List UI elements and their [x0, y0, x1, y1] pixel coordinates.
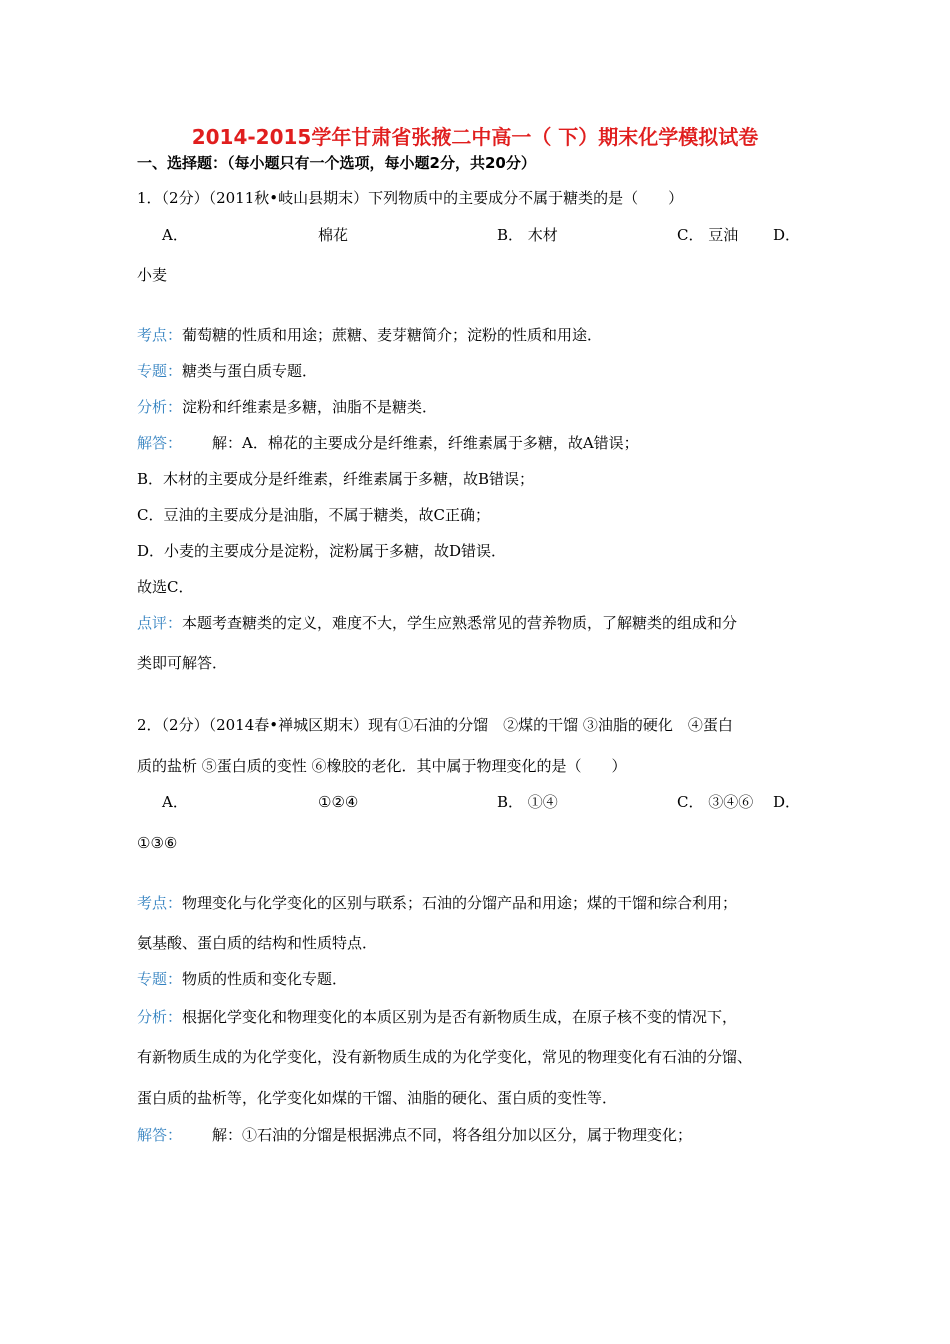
q2-kaodian-text-2: 氨基酸、蛋白质的结构和性质特点．: [137, 934, 378, 952]
q2-fenxi-text-2: 有新物质生成的为化学变化，没有新物质生成的为化学变化，常见的物理变化有石油的分馏、: [137, 1048, 753, 1066]
q2-fenxi-text-1: 根据化学变化和物理变化的本质区别为是否有新物质生成，在原子核不变的情况下，: [182, 1008, 738, 1026]
q2-kaodian: [137, 893, 737, 913]
q1-dianping-text-2: 类即可解答．: [137, 654, 228, 672]
q1-option-d-letter: D．: [773, 226, 801, 244]
q1-dianping-text-1: 本题考查糖类的定义，难度不大，学生应熟悉常见的营养物质，了解糖类的组成和分: [182, 614, 738, 632]
q1-kaodian-text: 葡萄糖的性质和用途；蔗糖、麦芽糖简介；淀粉的性质和用途．: [182, 326, 603, 344]
jieda-label: 解答：: [137, 1126, 183, 1144]
q1-jieda-text-1: 解：A．棉花的主要成分是纤维素，纤维素属于多糖，故A错误；: [212, 434, 639, 452]
q2-jieda: [137, 1125, 692, 1145]
q1-kaodian: [137, 325, 602, 345]
q1-jieda: [137, 433, 639, 453]
q1-jieda-text-5: 故选C．: [137, 578, 194, 596]
q2-fenxi: [137, 1007, 737, 1027]
q1-option-a-letter: A．: [162, 226, 188, 244]
q1-option-d-text: 小麦: [137, 266, 168, 284]
fenxi-label: 分析：: [137, 398, 183, 416]
q2-option-d-letter: D．: [773, 793, 801, 811]
q1-dianping: [137, 613, 737, 633]
kaodian-label: 考点：: [137, 894, 183, 912]
fenxi-label: 分析：: [137, 1008, 183, 1026]
q1-option-c: C． 豆油: [677, 226, 739, 244]
q2-fenxi-text-3: 蛋白质的盐析等，化学变化如煤的干馏、油脂的硬化、蛋白质的变性等．: [137, 1089, 618, 1107]
q1-option-b: B． 木材: [497, 226, 558, 244]
q2-stem-2: 质的盐析 ⑤蛋白质的变性 ⑥橡胶的老化．其中属于物理变化的是（ ）: [137, 757, 627, 775]
q2-option-b: B． ①④: [497, 793, 558, 811]
q2-option-a-text: ①②④: [318, 793, 359, 811]
q2-option-a-letter: A．: [162, 793, 188, 811]
page-title: 2014-2015学年甘肃省张掖二中高一（ 下）期末化学模拟试卷: [191, 125, 759, 149]
q1-jieda-text-3: C．豆油的主要成分是油脂，不属于糖类，故C正确；: [137, 506, 490, 524]
kaodian-label: 考点：: [137, 326, 183, 344]
q2-zhuanti: [137, 969, 347, 989]
q1-zhuanti-text: 糖类与蛋白质专题．: [182, 362, 318, 380]
q1-stem: 1．（2分）（2011秋•岐山县期末）下列物质中的主要成分不属于糖类的是（ ）: [137, 189, 684, 207]
q1-fenxi-text: 淀粉和纤维素是多糖，油脂不是糖类．: [182, 398, 438, 416]
q2-option-d-text: ①③⑥: [137, 834, 178, 852]
q2-zhuanti-text: 物质的性质和变化专题．: [182, 970, 348, 988]
dianping-label: 点评：: [137, 614, 183, 632]
q1-jieda-text-2: B．木材的主要成分是纤维素，纤维素属于多糖，故B错误；: [137, 470, 535, 488]
q2-stem-1: 2．（2分）（2014春•禅城区期末）现有①石油的分馏 ②煤的干馏 ③油脂的硬化 ④蛋白: [137, 716, 733, 734]
q2-option-c: C． ③④⑥: [677, 793, 754, 811]
zhuanti-label: 专题：: [137, 362, 183, 380]
zhuanti-label: 专题：: [137, 970, 183, 988]
section-heading: 一、选择题：（每小题只有一个选项，每小题2分，共20分）: [137, 154, 536, 172]
jieda-label: 解答：: [137, 434, 183, 452]
q1-jieda-text-4: D．小麦的主要成分是淀粉，淀粉属于多糖，故D错误．: [137, 542, 507, 560]
q1-option-a-text: 棉花: [318, 226, 349, 244]
q2-jieda-text-1: 解：①石油的分馏是根据沸点不同，将各组分加以区分，属于物理变化；: [212, 1126, 693, 1144]
q1-fenxi: [137, 397, 437, 417]
q1-zhuanti: [137, 361, 317, 381]
q2-kaodian-text-1: 物理变化与化学变化的区别与联系；石油的分馏产品和用途；煤的干馏和综合利用；: [182, 894, 738, 912]
